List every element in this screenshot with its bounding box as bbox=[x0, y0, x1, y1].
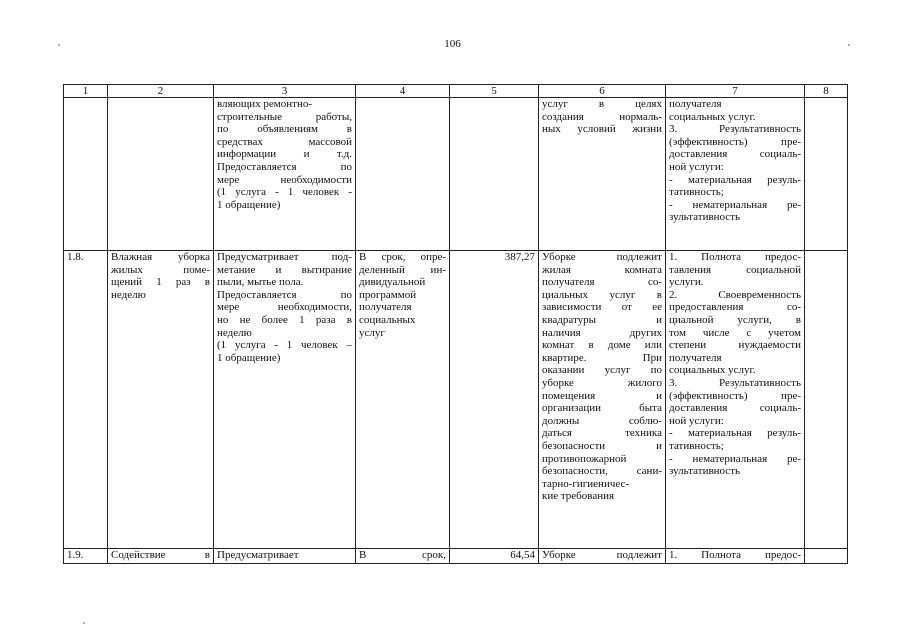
cell-indicators bbox=[666, 98, 805, 251]
header-col-1: 1 bbox=[64, 85, 108, 98]
table-row-1-8 bbox=[64, 251, 848, 549]
cell-line: ной услуги: bbox=[669, 414, 724, 427]
table-row-continuation bbox=[64, 98, 848, 251]
cell-number: 1.8. bbox=[64, 251, 108, 549]
cell-description bbox=[214, 251, 356, 549]
cell-line: 1 обращение) bbox=[217, 351, 281, 364]
cell-line: доставления социаль- bbox=[669, 148, 801, 161]
cell-conditions bbox=[539, 251, 666, 549]
cell-line: том числе с учетом bbox=[669, 326, 801, 339]
cell-line: 1. Полнота предос- bbox=[669, 251, 801, 263]
cell-line: 2. Своевременность bbox=[669, 288, 801, 301]
cell-conditions bbox=[539, 549, 666, 564]
cell-line: 1. Полнота предос- bbox=[669, 549, 801, 561]
cell-line: Предусматривает под- bbox=[217, 251, 352, 263]
cell-line: но не более 1 раза в bbox=[217, 313, 352, 326]
cell-line: предоставления со- bbox=[669, 301, 801, 314]
cell-line: комнат в доме или bbox=[542, 339, 662, 352]
cell-line: циальных услуг в bbox=[542, 288, 662, 301]
cell-line: (1 услуга - 1 человек – bbox=[217, 339, 352, 352]
cell-line: В срок, bbox=[359, 549, 446, 561]
cell-line: - материальная резуль- bbox=[669, 173, 801, 186]
cell-line: ной услуги: bbox=[669, 160, 724, 173]
cell-line: организации быта bbox=[542, 402, 662, 415]
cell-line: неделю bbox=[111, 288, 146, 301]
header-row bbox=[64, 85, 848, 98]
cell-line: тативность; bbox=[669, 439, 724, 452]
header-col-7: 7 bbox=[666, 85, 805, 98]
scan-speck bbox=[58, 44, 60, 46]
cell-line: безопасности, сани- bbox=[542, 465, 662, 478]
cell-line: строительные работы, bbox=[217, 110, 352, 123]
cell-line: оказании услуг по bbox=[542, 364, 662, 377]
cell-line: получателя bbox=[669, 98, 722, 110]
cell-number: 1.9. bbox=[64, 549, 108, 564]
cell-line: тативность; bbox=[669, 186, 724, 199]
cell-line: пыли, мытье пола. bbox=[217, 276, 304, 289]
cell-line: даться техника bbox=[542, 427, 662, 440]
services-table bbox=[63, 84, 848, 564]
cell-line: должны соблю- bbox=[542, 414, 662, 427]
cell-term bbox=[356, 98, 450, 251]
cell-col8 bbox=[805, 251, 848, 549]
cell-line: услуг bbox=[359, 326, 385, 339]
cell-conditions bbox=[539, 98, 666, 251]
cell-line: уборке жилого bbox=[542, 376, 662, 389]
cell-indicators bbox=[666, 251, 805, 549]
cell-line: безопасности и bbox=[542, 439, 662, 452]
header-col-4: 4 bbox=[356, 85, 450, 98]
cell-line: социальных услуг. bbox=[669, 110, 756, 123]
cell-line: щений 1 раз в bbox=[111, 276, 210, 289]
cell-line: жилая комната bbox=[542, 263, 662, 276]
cell-line: Уборке подлежит bbox=[542, 549, 662, 561]
cell-col8 bbox=[805, 98, 848, 251]
cell-line: В срок, опре- bbox=[359, 251, 446, 263]
cell-line: жилых поме- bbox=[111, 263, 210, 276]
header-col-6: 6 bbox=[539, 85, 666, 98]
header-col-5: 5 bbox=[450, 85, 539, 98]
cell-line: противопожарной bbox=[542, 452, 627, 465]
cell-line: кие требования bbox=[542, 490, 615, 503]
cell-line: тавления социальной bbox=[669, 263, 801, 276]
cell-price: 387,27 bbox=[450, 251, 539, 549]
cell-line: получателя bbox=[359, 301, 412, 314]
header-col-8: 8 bbox=[805, 85, 848, 98]
cell-line: создания нормаль- bbox=[542, 110, 662, 123]
cell-line: - нематериальная ре- bbox=[669, 452, 801, 465]
cell-line: квадратуры и bbox=[542, 313, 662, 326]
cell-line: Предоставляется по bbox=[217, 160, 352, 173]
cell-line: услуги. bbox=[669, 276, 704, 289]
cell-term bbox=[356, 549, 450, 564]
cell-line: (эффективность) пре- bbox=[669, 389, 801, 402]
cell-line: Предоставляется по bbox=[217, 288, 352, 301]
cell-line: зависимости от ее bbox=[542, 301, 662, 314]
cell-line: зультативность bbox=[669, 465, 741, 478]
cell-line: средствах массовой bbox=[217, 135, 352, 148]
cell-col8 bbox=[805, 549, 848, 564]
cell-line: помещения и bbox=[542, 389, 662, 402]
cell-indicators bbox=[666, 549, 805, 564]
cell-line: мере необходимости, bbox=[217, 301, 352, 314]
cell-number bbox=[64, 98, 108, 251]
cell-line: - материальная резуль- bbox=[669, 427, 801, 440]
table-row-1-9 bbox=[64, 549, 848, 564]
cell-line: социальных услуг. bbox=[669, 364, 756, 377]
cell-line: 3. Результативность bbox=[669, 123, 801, 136]
cell-line: метание и вытирание bbox=[217, 263, 352, 276]
cell-line: неделю bbox=[217, 326, 252, 339]
cell-price bbox=[450, 98, 539, 251]
cell-description bbox=[214, 98, 356, 251]
cell-line: услуг в целях bbox=[542, 98, 662, 110]
cell-line: программой bbox=[359, 288, 417, 301]
cell-line: дивидуальной bbox=[359, 276, 426, 289]
cell-name bbox=[108, 251, 214, 549]
page-number: 106 bbox=[444, 38, 461, 50]
cell-line: ных условий жизни bbox=[542, 123, 662, 136]
cell-line: вляющих ремонтно- bbox=[217, 98, 313, 110]
header-col-3: 3 bbox=[214, 85, 356, 98]
cell-line: получателя со- bbox=[542, 276, 662, 289]
cell-line: получателя bbox=[669, 351, 722, 364]
cell-line: - нематериальная ре- bbox=[669, 198, 801, 211]
cell-line: (эффективность) пре- bbox=[669, 135, 801, 148]
cell-price: 64,54 bbox=[450, 549, 539, 564]
cell-name bbox=[108, 549, 214, 564]
cell-line: социальных bbox=[359, 313, 416, 326]
cell-name bbox=[108, 98, 214, 251]
cell-line: 1 обращение) bbox=[217, 198, 281, 211]
cell-term bbox=[356, 251, 450, 549]
cell-line: Уборке подлежит bbox=[542, 251, 662, 263]
header-col-2: 2 bbox=[108, 85, 214, 98]
cell-line: циальной услуги, в bbox=[669, 313, 801, 326]
cell-line: Влажная уборка bbox=[111, 251, 210, 263]
cell-line: по объявлениям в bbox=[217, 123, 352, 136]
cell-line: Предусматривает bbox=[217, 549, 299, 561]
cell-line: степени нуждаемости bbox=[669, 339, 801, 352]
cell-line: доставления социаль- bbox=[669, 402, 801, 415]
cell-line: 3. Результативность bbox=[669, 376, 801, 389]
cell-line: (1 услуга - 1 человек - bbox=[217, 186, 352, 199]
cell-line: информации и т.д. bbox=[217, 148, 352, 161]
cell-description bbox=[214, 549, 356, 564]
cell-line: мере необходимости bbox=[217, 173, 352, 186]
scan-speck bbox=[848, 44, 850, 46]
scan-speck bbox=[83, 622, 85, 624]
cell-line: деленный ин- bbox=[359, 263, 446, 276]
cell-line: квартире. При bbox=[542, 351, 662, 364]
cell-line: зультативность bbox=[669, 211, 741, 224]
cell-line: тарно-гигиеничес- bbox=[542, 477, 630, 490]
cell-line: наличия других bbox=[542, 326, 662, 339]
cell-line: Содействие в bbox=[111, 549, 210, 561]
